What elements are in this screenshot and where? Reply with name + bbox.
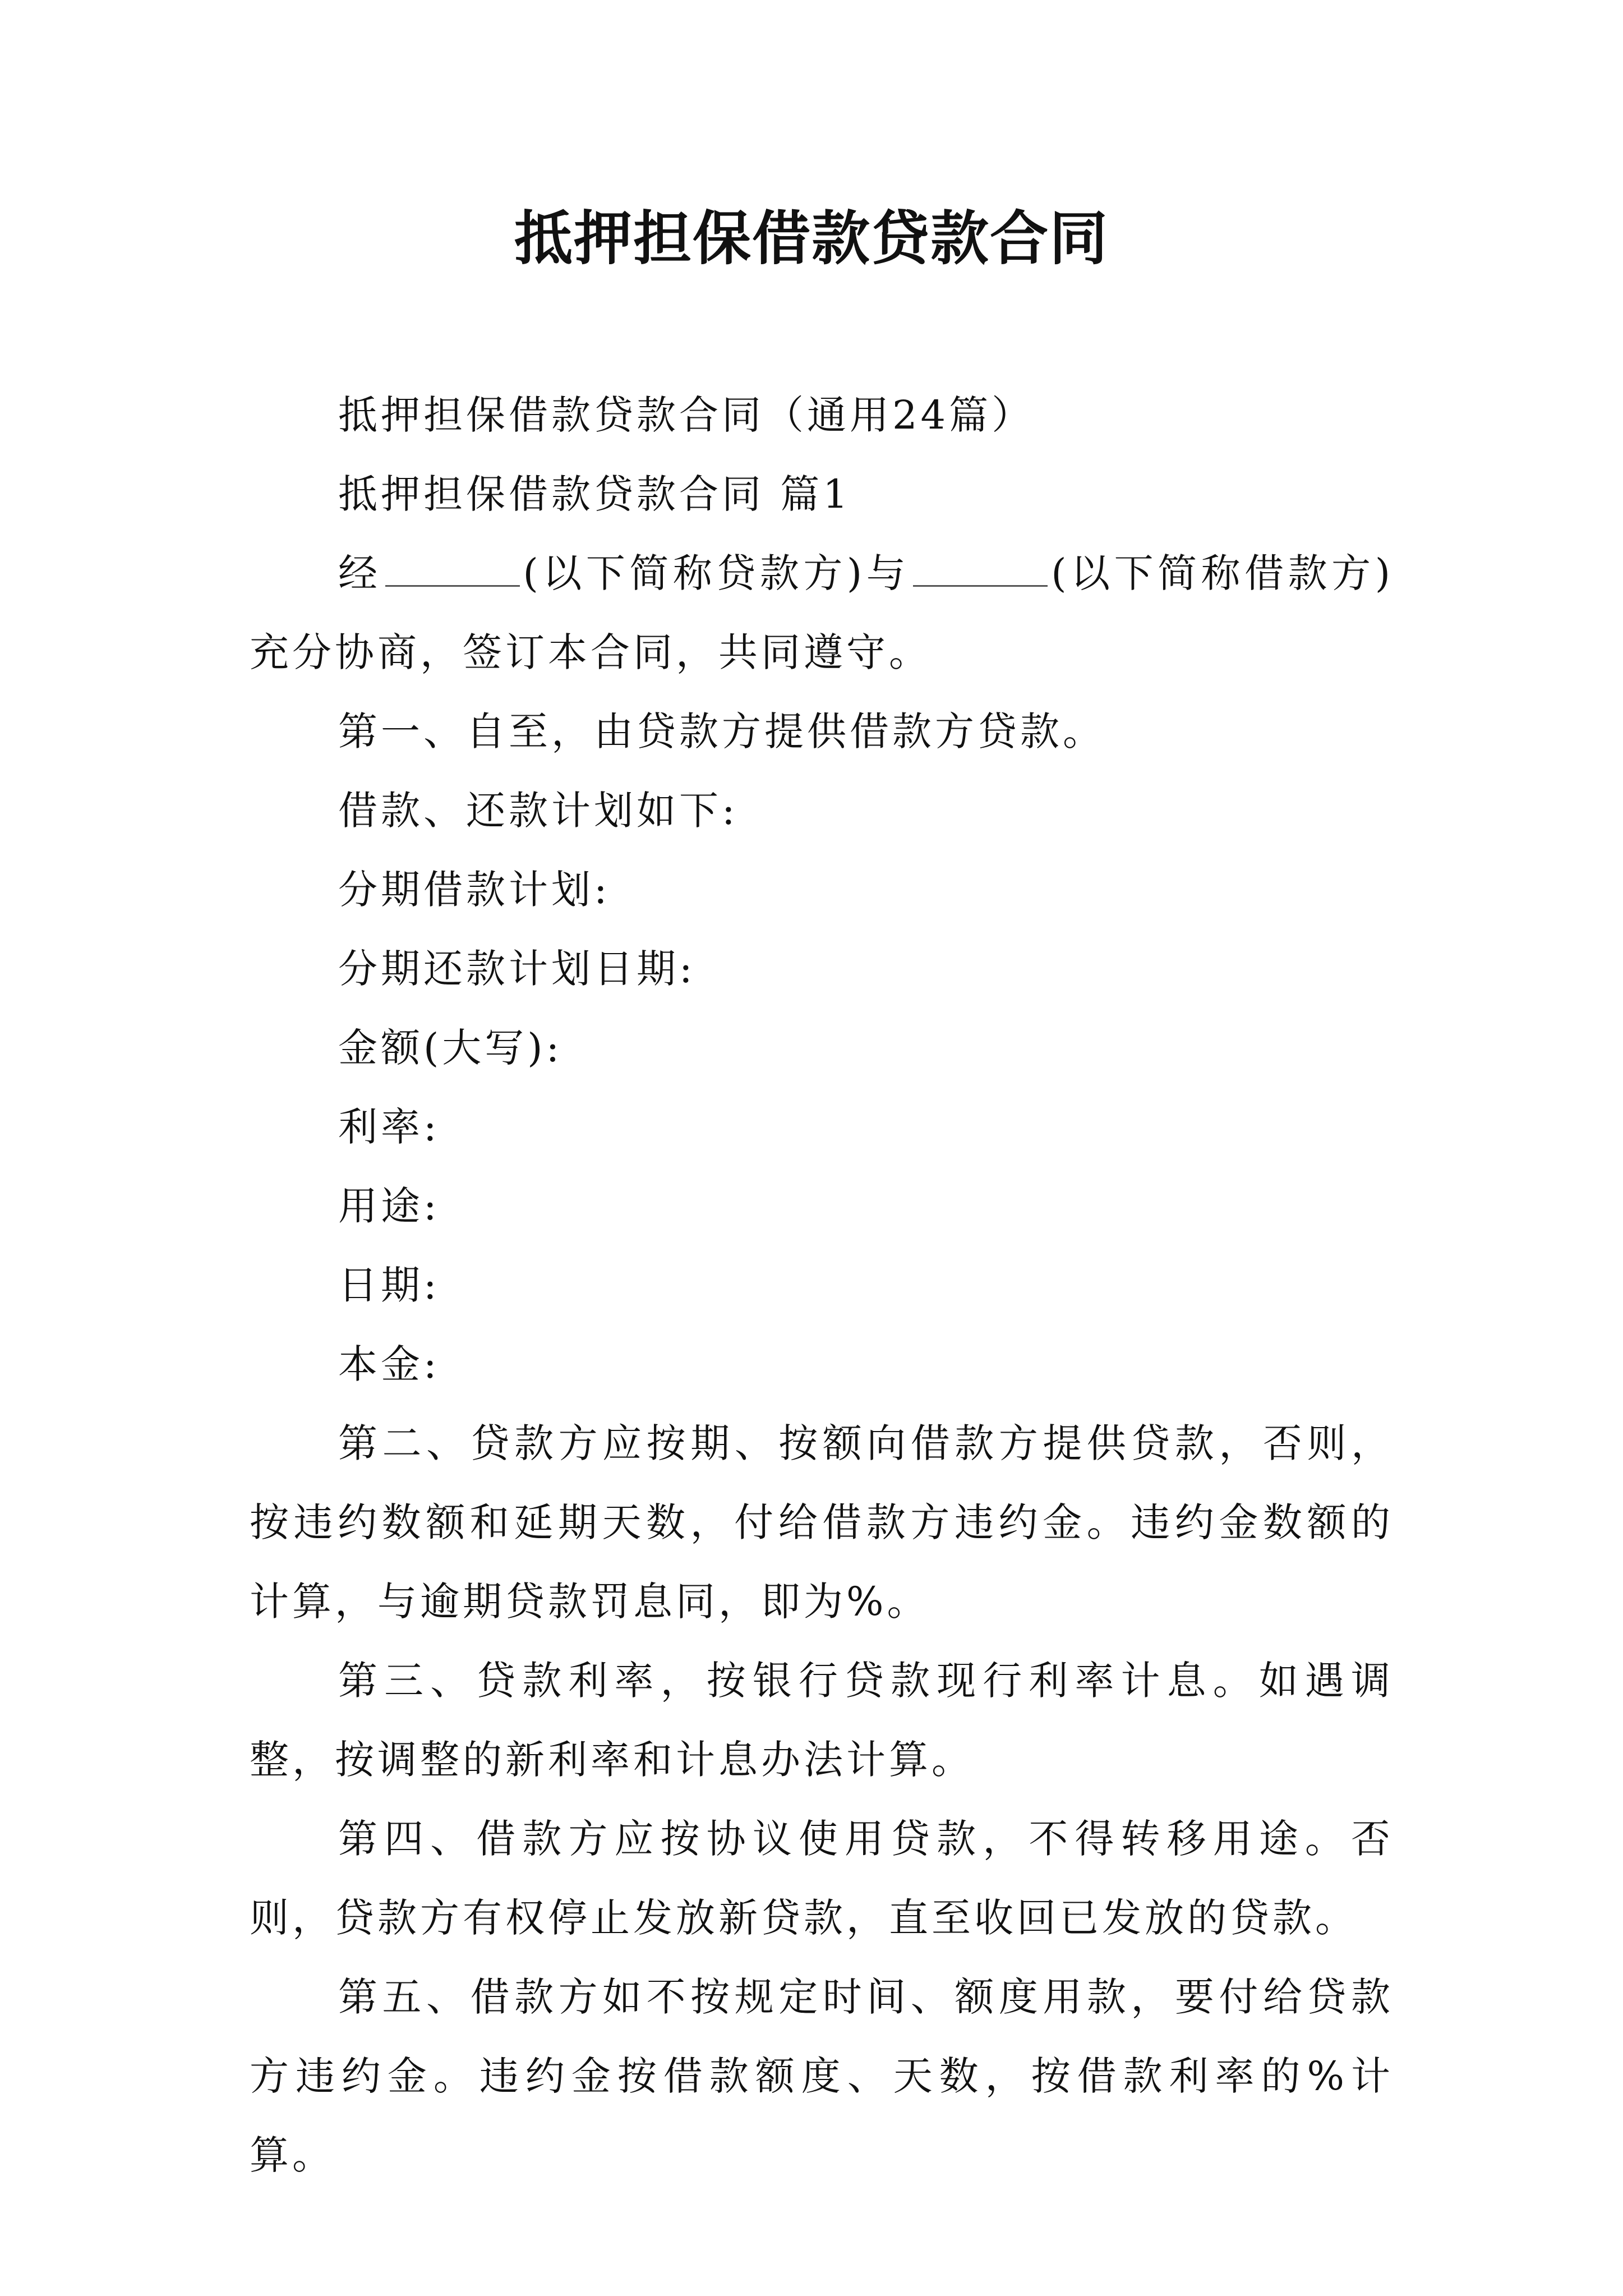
- item-line: 分期还款计划日期:: [338, 946, 696, 992]
- borrower-blank: [913, 546, 1048, 587]
- clause-paragraph: 第四、借款方应按协议使用贷款，不得转移用途。否则，贷款方有权停止发放新贷款，直至收回已发放的贷款。: [250, 1816, 1394, 1941]
- item-line: 用途:: [338, 1183, 440, 1229]
- clause-paragraph: 第五、借款方如不按规定时间、额度用款，要付给贷款方违约金。违约金按借款额度、天数，按借款利率的%计算。: [250, 1974, 1394, 2178]
- document-title: 抵押担保借款贷款合同: [514, 204, 1109, 273]
- item-line: 日期:: [338, 1262, 440, 1308]
- item-line: 第一、自至，由贷款方提供借款方贷款。: [338, 708, 1105, 754]
- lender-blank: [385, 546, 520, 587]
- item-line: 金额(大写):: [338, 1025, 563, 1071]
- item-line: 借款、还款计划如下:: [338, 788, 739, 834]
- intro-borrower-suffix: (以下简称借款方): [1051, 550, 1394, 596]
- item-line: 本金:: [338, 1341, 440, 1387]
- section-heading: 抵押担保借款贷款合同 篇1: [338, 471, 851, 517]
- intro-paragraph: [250, 534, 1394, 692]
- document-body: [250, 376, 1394, 2195]
- item-line: 利率:: [338, 1104, 440, 1150]
- intro-lender-suffix: (以下简称贷款方)与: [523, 550, 910, 596]
- clause-paragraph: 第三、贷款利率，按银行贷款现行利率计息。如遇调整，按调整的新利率和计息办法计算。: [250, 1658, 1394, 1783]
- intro-continuation: 充分协商，签订本合同，共同遵守。: [250, 629, 932, 675]
- clause-paragraph: 第二、贷款方应按期、按额向借款方提供贷款，否则，按违约数额和延期天数，付给借款方违约金。违约金数额的计算，与逾期贷款罚息同，即为%。: [250, 1420, 1394, 1625]
- document-subtitle: 抵押担保借款贷款合同（通用24篇）: [338, 392, 1035, 438]
- item-line: 分期借款计划:: [338, 867, 611, 913]
- intro-prefix: 经: [338, 550, 382, 596]
